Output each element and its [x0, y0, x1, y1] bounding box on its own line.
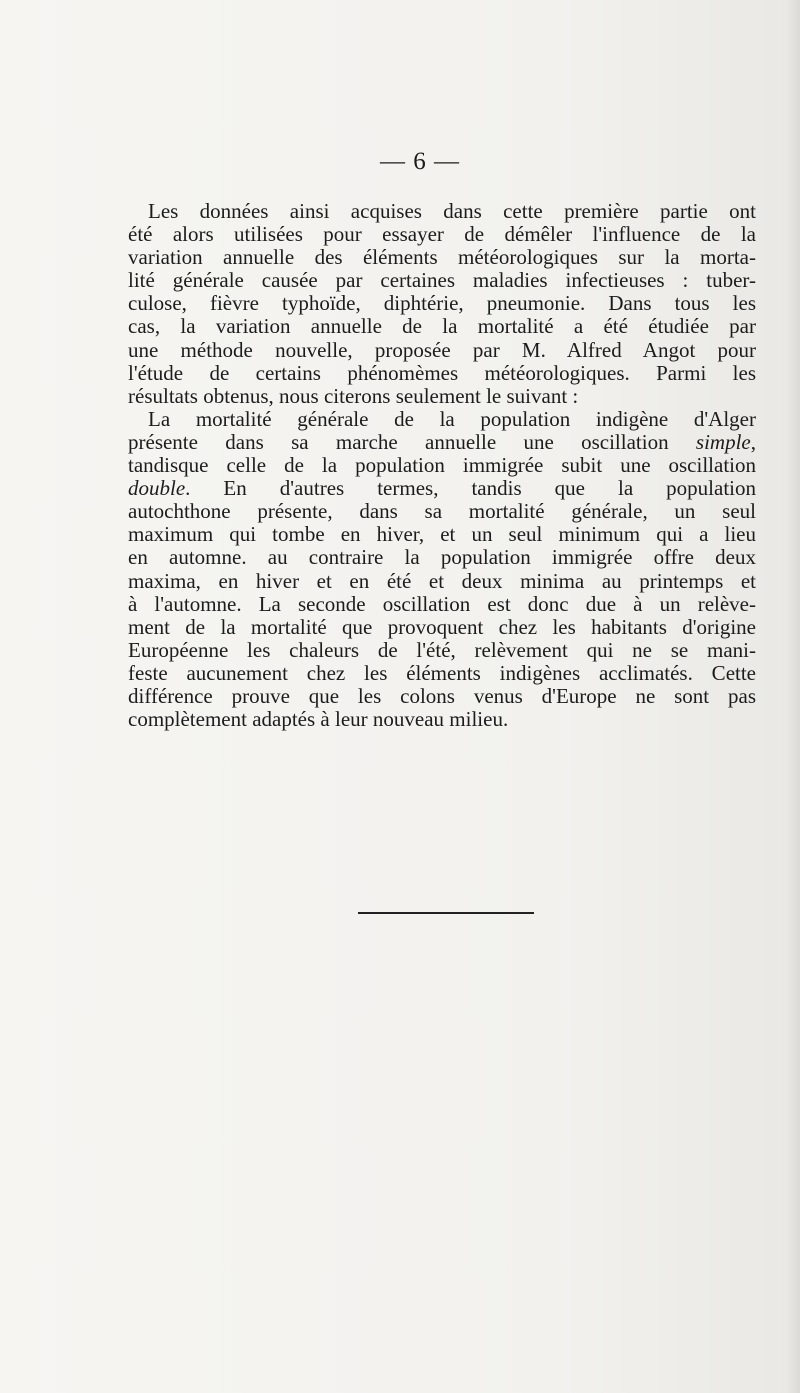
text-line — [128, 200, 756, 223]
text-line-content: maximum qui tombe en hiver, et un seul minimum qui a lieu — [128, 522, 756, 547]
text-line-content: feste aucunement chez les éléments indigènes acclimatés. Cette — [128, 660, 756, 685]
text-line-content: à l'automne. La seconde oscillation est donc due à un relève- — [128, 591, 756, 616]
section-divider-rule — [358, 912, 534, 914]
text-line-content: Européenne les chaleurs de l'été, relèvement qui ne se mani- — [128, 637, 756, 662]
text-line — [128, 708, 756, 731]
text-line-content: l'étude de certains phénomèmes météorologiques. Parmi les — [128, 360, 756, 385]
text-line — [128, 477, 756, 500]
text-line-content: culose, fièvre typhoïde, diphtérie, pneumonie. Dans tous les — [128, 291, 756, 316]
text-line-content: résultats obtenus, nous citerons seulement le suivant : — [128, 383, 579, 408]
text-line — [128, 269, 756, 292]
text-line — [128, 685, 756, 708]
text-line — [128, 315, 756, 338]
text-line-content: autochthone présente, dans sa mortalité générale, un seul — [128, 499, 756, 524]
text-line-content: présente dans sa marche annuelle une oscillation — [128, 429, 696, 454]
text-line-content: La mortalité générale de la population indigène d'Alger — [148, 406, 756, 431]
text-line — [128, 339, 756, 362]
text-line — [128, 523, 756, 546]
text-line-content: variation annuelle des éléments météorologiques sur la morta- — [128, 245, 756, 270]
text-line-content: complètement adaptés à leur nouveau milieu. — [128, 707, 509, 732]
text-line — [128, 362, 756, 385]
italic-emphasis: double — [128, 476, 186, 501]
text-line — [128, 223, 756, 246]
text-line — [128, 454, 756, 477]
text-line-content: tandisque celle de la population immigrée subit une oscillation — [128, 453, 756, 478]
text-line — [128, 500, 756, 523]
text-line-content: Les données ainsi acquises dans cette première partie ont — [148, 199, 756, 223]
text-line — [128, 546, 756, 569]
text-line — [128, 593, 756, 616]
text-line — [128, 408, 756, 431]
text-line-content: ment de la mortalité que provoquent chez les habitants d'origine — [128, 614, 756, 639]
text-line — [128, 431, 756, 454]
text-line — [128, 246, 756, 269]
page-number: — 6 — — [380, 148, 460, 175]
text-line — [128, 639, 756, 662]
text-line — [128, 292, 756, 315]
text-line-content: différence prouve que les colons venus d'Europe ne sont pas — [128, 683, 756, 708]
text-line-content: cas, la variation annuelle de la mortalité a été étudiée par — [128, 314, 756, 339]
text-line — [128, 616, 756, 639]
body-paragraphs — [128, 200, 756, 731]
text-line — [128, 385, 756, 408]
text-line — [128, 662, 756, 685]
text-line-content: en automne. au contraire la population immigrée offre deux — [128, 545, 756, 570]
text-line-content: une méthode nouvelle, proposée par M. Alfred Angot pour — [128, 337, 756, 362]
text-line-content: maxima, en hiver et en été et deux minima au printemps et — [128, 568, 756, 593]
text-line — [128, 570, 756, 593]
text-line-content: été alors utilisées pour essayer de démêler l'influence de la — [128, 222, 756, 247]
text-line-content: . En d'autres termes, tandis que la population — [185, 476, 756, 501]
page-edge-shadow — [786, 0, 800, 1393]
text-line-content: , — [750, 429, 756, 454]
italic-emphasis: simple — [695, 429, 751, 454]
text-line-content: lité générale causée par certaines maladies infectieuses : tuber- — [128, 268, 756, 293]
